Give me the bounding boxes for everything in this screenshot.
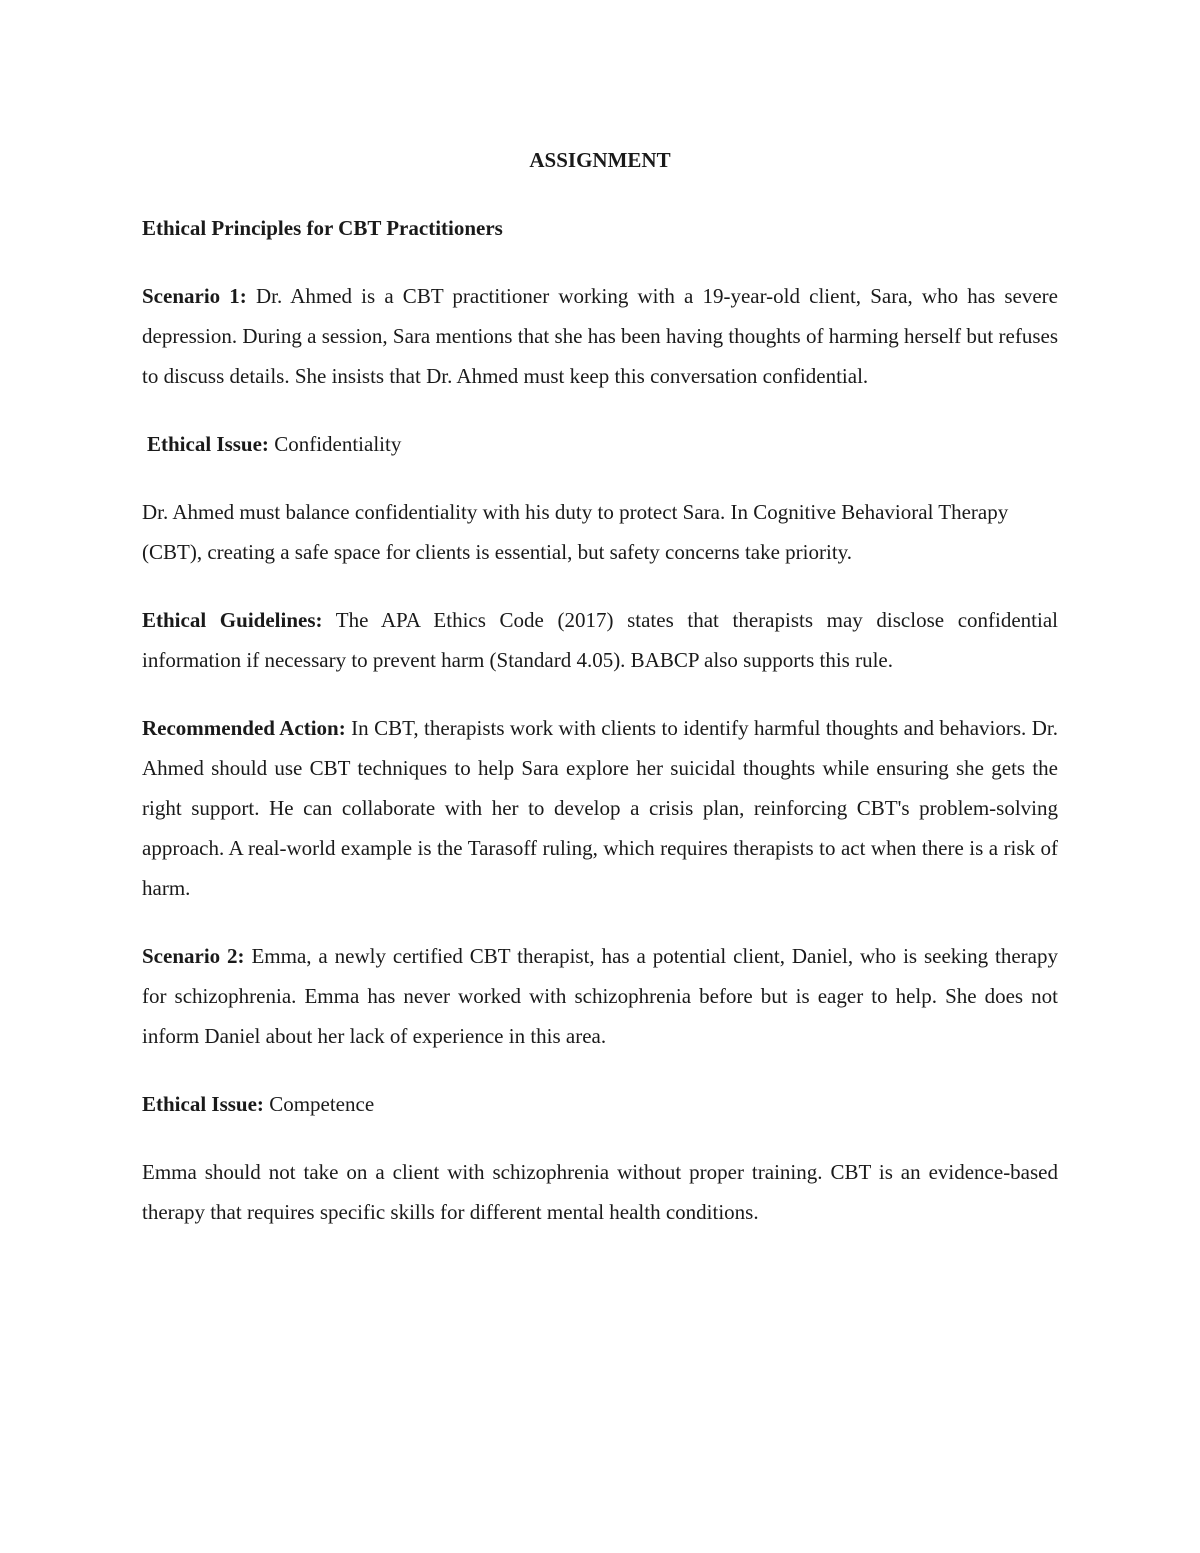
recommended-action-1-label: Recommended Action: [142, 716, 346, 740]
document-title: ASSIGNMENT [529, 148, 671, 172]
ethical-issue-2-body: Emma should not take on a client with schizophrenia without proper training. CBT is an evidence-based therapy that requires specific skills for different mental health conditions. [142, 1160, 1058, 1224]
scenario-2-paragraph [142, 936, 1058, 1056]
scenario-1-text: Dr. Ahmed is a CBT practitioner working with a 19-year-old client, Sara, who has severe depression. During a session, Sara mentions that she has been having thoughts of harming herself but refuses to discuss details. She insists that Dr. Ahmed must keep this conversation confidential. [142, 284, 1059, 388]
recommended-action-1-paragraph [142, 708, 1058, 908]
document-subtitle: Ethical Principles for CBT Practitioners [142, 216, 503, 240]
recommended-action-1-text: In CBT, therapists work with clients to identify harmful thoughts and behaviors. Dr. Ahmed should use CBT techniques to help Sara explore her suicidal thoughts while ensuring she gets the right support. He can collaborate with her to develop a crisis plan, reinforcing CBT's problem-solving approach. A real-world example is the Tarasoff ruling, which requires therapists to act when there is a risk of harm. [142, 716, 1058, 900]
ethical-guidelines-1-label: Ethical Guidelines: [142, 608, 323, 632]
ethical-issue-2-label: Ethical Issue: [142, 1092, 264, 1116]
ethical-guidelines-1-text: The APA Ethics Code (2017) states that therapists may disclose confidential information if necessary to prevent harm (Standard 4.05). BABCP also supports this rule. [142, 608, 1058, 672]
scenario-1-paragraph [142, 276, 1058, 396]
scenario-2-text: Emma, a newly certified CBT therapist, has a potential client, Daniel, who is seeking therapy for schizophrenia. Emma has never worked with schizophrenia before but is eager to help. She does not inform Daniel about her lack of experience in this area. [142, 944, 1059, 1048]
ethical-guidelines-1-paragraph [142, 600, 1058, 680]
ethical-issue-2-paragraph [142, 1084, 1058, 1124]
ethical-issue-2-text: Competence [263, 1092, 375, 1116]
ethical-issue-1-paragraph [142, 424, 1058, 464]
ethical-issue-1-body: Dr. Ahmed must balance confidentiality with his duty to protect Sara. In Cognitive Behavioral Therapy (CBT), creating a safe space for clients is essential, but safety concerns take priority. [142, 500, 1009, 564]
ethical-issue-1-label: Ethical Issue: [147, 432, 269, 456]
document-body [142, 140, 1058, 1260]
scenario-1-label: Scenario 1: [142, 284, 247, 308]
ethical-issue-1-text: Confidentiality [268, 432, 402, 456]
scenario-2-label: Scenario 2: [142, 944, 245, 968]
